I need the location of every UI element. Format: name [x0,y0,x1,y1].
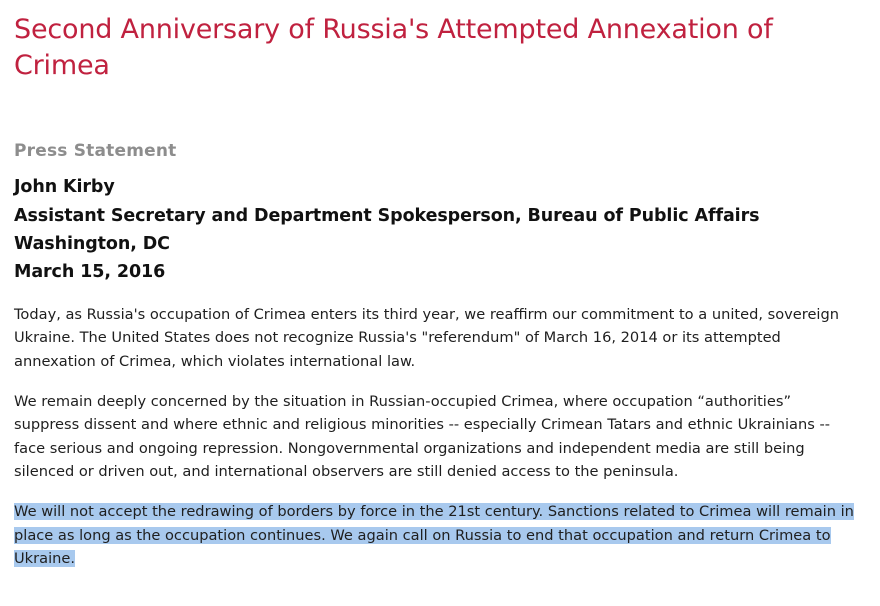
page-title: Second Anniversary of Russia's Attempted Annexation of Crimea [14,14,773,81]
author-name: John Kirby [14,177,115,198]
dateline-location: Washington, DC [14,233,170,254]
paragraph: We remain deeply concerned by the situation in Russian-occupied Crimea, where occupation “authorities” suppress dissent and where ethnic and religious minorities -- especially Crimean Tatars and ethnic Ukrainians -- face serious and ongoing repression. Nongovernmental organizations and independent media are still being silenced or driven out, and international observers are still denied access to the peninsula. [14,392,831,481]
paragraph: Today, as Russia's occupation of Crimea enters its third year, we reaffirm our commitment to a united, sovereign Ukraine. The United States does not recognize Russia's "referendum" of March 16, 2014 or its attempted annexation of Crimea, which violates international law. [14,305,839,370]
highlighted-paragraph [14,500,859,571]
text-highlight: We will not accept the redrawing of borders by force in the 21st century. Sanctions related to Crimea will remain in place as long as the occupation continues. We again call on Russia to end that occupation and return Crimea to Ukraine. [14,503,854,568]
author-role: Assistant Secretary and Department Spokesperson, Bureau of Public Affairs [14,205,760,226]
dateline-date: March 15, 2016 [14,262,166,283]
byline-block [14,173,866,286]
body-text [14,303,866,571]
press-statement-kicker: Press Statement [14,141,177,162]
